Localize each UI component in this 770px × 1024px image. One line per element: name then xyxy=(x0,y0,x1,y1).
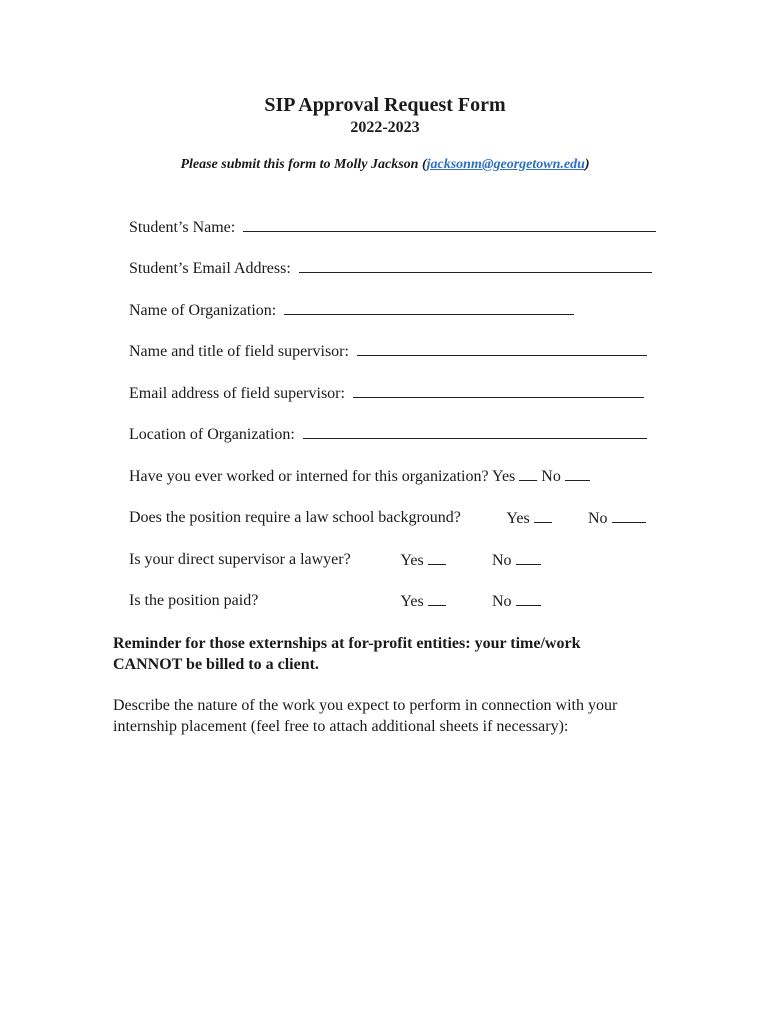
question-text: Is your direct supervisor a lawyer? xyxy=(129,551,351,568)
question-text: Is the position paid? xyxy=(129,592,259,609)
yes-label: Yes xyxy=(400,552,424,569)
form-year: 2022-2023 xyxy=(350,119,420,136)
position-paid-yes xyxy=(385,571,446,632)
no-label: No xyxy=(492,552,512,569)
position-paid-no xyxy=(476,571,541,632)
field-label: Student’s Name: xyxy=(129,219,236,236)
students-email-blank[interactable] xyxy=(299,258,652,273)
field-label: Name and title of field supervisor: xyxy=(129,343,349,360)
field-label: Email address of field supervisor: xyxy=(129,385,345,402)
no-label: No xyxy=(492,593,512,610)
yes-blank[interactable] xyxy=(519,466,537,481)
no-label: No xyxy=(588,510,608,527)
field-label: Location of Organization: xyxy=(129,426,295,443)
supervisor-name-title-blank[interactable] xyxy=(357,341,647,356)
question-text: Does the position require a law school background? xyxy=(129,509,461,526)
yes-blank[interactable] xyxy=(428,591,446,606)
field-label: Student’s Email Address: xyxy=(129,260,291,277)
organization-name-blank[interactable] xyxy=(284,300,574,315)
no-blank[interactable] xyxy=(516,591,541,606)
question-position-paid xyxy=(113,571,258,631)
field-label: Name of Organization: xyxy=(129,302,277,319)
law-background-no xyxy=(572,488,646,549)
yes-blank[interactable] xyxy=(534,508,552,523)
no-blank[interactable] xyxy=(516,550,541,565)
question-text: Have you ever worked or interned for this organization? xyxy=(129,468,489,485)
submit-instructions xyxy=(0,156,770,174)
submit-prefix: Please submit this form to Molly Jackson ( xyxy=(180,157,427,172)
yes-blank[interactable] xyxy=(428,550,446,565)
submit-email-link[interactable]: jacksonm@georgetown.edu xyxy=(426,157,585,172)
yes-label: Yes xyxy=(400,593,424,610)
work-description-prompt: Describe the nature of the work you expect to perform in connection with your internship placement (feel free to attach additional sheets if necessary): xyxy=(113,697,618,735)
supervisor-email-blank[interactable] xyxy=(353,383,644,398)
form-title: SIP Approval Request Form xyxy=(264,94,506,116)
yes-label: Yes xyxy=(506,510,530,527)
submit-suffix: ) xyxy=(584,157,590,172)
no-blank[interactable] xyxy=(565,466,590,481)
no-label: No xyxy=(541,468,561,485)
organization-location-blank[interactable] xyxy=(303,424,647,439)
yes-label: Yes xyxy=(491,468,516,485)
for-profit-reminder: Reminder for those externships at for-profit entities: your time/work CANNOT be billed to a client. xyxy=(113,635,581,673)
no-blank[interactable] xyxy=(612,508,646,523)
students-name-blank[interactable] xyxy=(243,217,656,232)
